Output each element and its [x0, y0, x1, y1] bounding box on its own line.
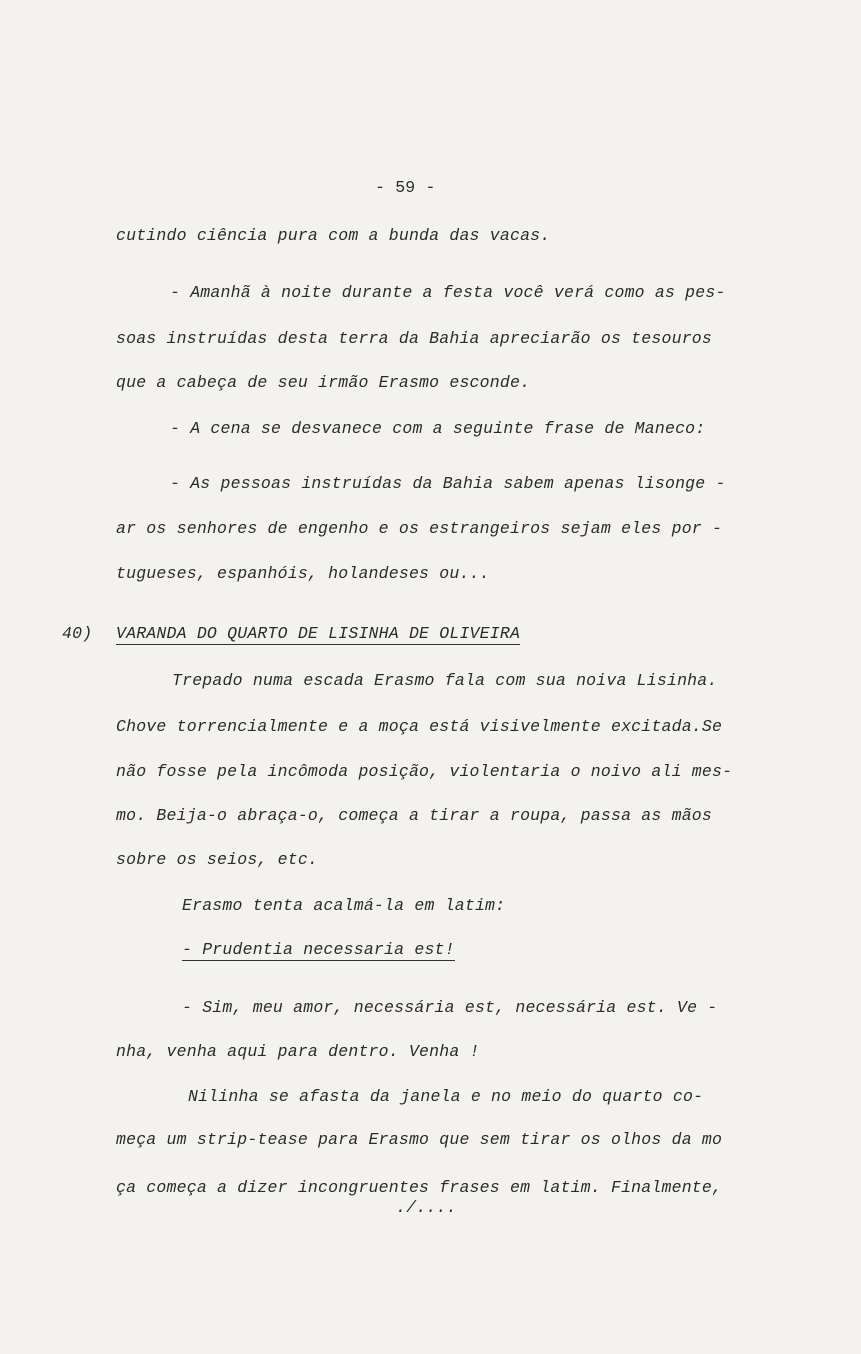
text-line: meça um strip-tease para Erasmo que sem tirar os olhos da mo	[116, 1130, 723, 1149]
text-line: - Sim, meu amor, necessária est, necessária est. Ve -	[182, 998, 718, 1017]
text-line: soas instruídas desta terra da Bahia apreciarão os tesouros	[116, 329, 712, 348]
scene-heading: VARANDA DO QUARTO DE LISINHA DE OLIVEIRA	[116, 624, 521, 643]
scene-number: 40)	[62, 624, 93, 643]
text-line: cutindo ciência pura com a bunda das vacas.	[116, 226, 551, 245]
text-line: ar os senhores de engenho e os estrangeiros sejam eles por -	[116, 519, 723, 538]
text-line: sobre os seios, etc.	[116, 850, 319, 869]
text-line: nha, venha aqui para dentro. Venha !	[116, 1042, 480, 1061]
text-line: mo. Beija-o abraça-o, começa a tirar a roupa, passa as mãos	[116, 806, 712, 825]
continuation-mark: ./....	[396, 1198, 457, 1217]
latin-quote: - Prudentia necessaria est!	[182, 940, 455, 959]
text-line: tugueses, espanhóis, holandeses ou...	[116, 564, 490, 583]
text-line: Chove torrencialmente e a moça está visivelmente excitada.Se	[116, 717, 723, 736]
text-line: - A cena se desvanece com a seguinte frase de Maneco:	[170, 419, 706, 438]
text-line: ça começa a dizer incongruentes frases em latim. Finalmente,	[116, 1178, 723, 1197]
text-line: Nilinha se afasta da janela e no meio do quarto co-	[188, 1087, 704, 1106]
text-line: Erasmo tenta acalmá-la em latim:	[182, 896, 506, 915]
text-line: não fosse pela incômoda posição, violentaria o noivo ali mes-	[116, 762, 733, 781]
text-line: - Amanhã à noite durante a festa você verá como as pes-	[170, 283, 726, 302]
text-line: Trepado numa escada Erasmo fala com sua noiva Lisinha.	[172, 671, 718, 690]
page-number: - 59 -	[375, 178, 436, 197]
text-line: - As pessoas instruídas da Bahia sabem apenas lisonge -	[170, 474, 726, 493]
text-line: que a cabeça de seu irmão Erasmo esconde.	[116, 373, 531, 392]
